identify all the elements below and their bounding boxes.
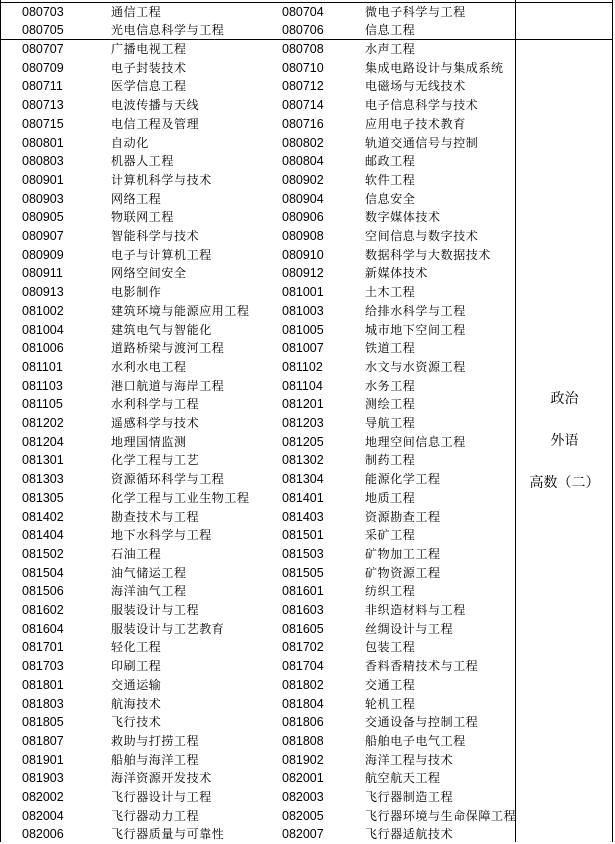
major-code: 081006 — [22, 341, 64, 356]
major-name: 集成电路设计与集成系统 — [365, 60, 504, 75]
major-name: 资源勘查工程 — [365, 509, 441, 524]
major-name: 飞行器动力工程 — [111, 808, 200, 823]
table-row — [0, 40, 515, 59]
major-code: 080705 — [22, 23, 64, 37]
major-name: 铁道工程 — [365, 341, 416, 356]
major-code: 080913 — [22, 285, 64, 300]
major-name: 轻化工程 — [111, 640, 162, 655]
table-row — [0, 246, 515, 265]
major-code: 081304 — [282, 472, 324, 487]
major-name: 道路桥梁与渡河工程 — [111, 341, 225, 356]
major-name: 水务工程 — [365, 378, 416, 393]
major-code: 081603 — [282, 603, 324, 617]
major-name: 轮机工程 — [365, 696, 416, 711]
major-name: 地理国情监测 — [111, 434, 187, 449]
major-name: 电信工程及管理 — [111, 116, 200, 131]
major-name: 服装设计与工艺教育 — [111, 621, 225, 636]
major-name: 丝绸设计与工程 — [365, 621, 454, 636]
table-row — [0, 377, 515, 396]
major-code: 081007 — [282, 341, 324, 356]
table-row — [0, 582, 515, 601]
major-code: 080804 — [282, 154, 324, 169]
major-code: 080703 — [22, 5, 64, 19]
major-code: 081404 — [22, 528, 64, 543]
major-code: 081807 — [22, 733, 64, 748]
major-name: 交通运输 — [111, 677, 162, 692]
table-row — [0, 657, 515, 676]
table-row — [0, 283, 515, 302]
major-name: 水声工程 — [365, 42, 416, 56]
table-row — [0, 695, 515, 714]
major-name: 交通设备与控制工程 — [365, 715, 479, 730]
table-row — [0, 638, 515, 657]
major-code: 080802 — [282, 135, 324, 150]
major-code: 081703 — [22, 659, 64, 674]
table-row — [0, 395, 515, 414]
major-name: 印刷工程 — [111, 659, 162, 674]
major-name: 通信工程 — [111, 5, 162, 19]
major-code: 082002 — [22, 790, 64, 804]
major-name: 飞行技术 — [111, 715, 162, 730]
major-name: 城市地下空间工程 — [365, 322, 466, 337]
table-row — [0, 321, 515, 340]
major-code: 080904 — [282, 191, 324, 206]
table-row — [0, 227, 515, 246]
major-code: 081806 — [282, 715, 324, 730]
table-row — [0, 676, 515, 695]
major-name: 信息工程 — [365, 23, 416, 37]
major-code: 080910 — [282, 247, 324, 262]
major-name: 电子封装技术 — [111, 60, 187, 75]
major-code: 081503 — [282, 546, 324, 561]
major-code: 080712 — [282, 79, 324, 94]
major-name: 包装工程 — [365, 640, 416, 655]
major-code: 081004 — [22, 322, 64, 337]
table-row — [0, 3, 515, 22]
major-name: 石油工程 — [111, 546, 162, 561]
major-code: 081805 — [22, 715, 64, 730]
table-row — [0, 751, 515, 770]
table-row — [0, 526, 515, 545]
major-code: 080709 — [22, 60, 64, 75]
major-name: 船舶电子电气工程 — [365, 733, 466, 748]
table-row — [0, 115, 515, 134]
table-row — [0, 713, 515, 732]
major-code: 082004 — [22, 808, 64, 823]
major-code: 081302 — [282, 453, 324, 468]
table-row — [0, 302, 515, 321]
major-name: 自动化 — [111, 135, 149, 150]
major-name: 给排水科学与工程 — [365, 303, 466, 318]
major-code: 081005 — [282, 322, 324, 337]
major-code: 081901 — [22, 752, 64, 767]
major-name: 交通工程 — [365, 677, 416, 692]
major-name: 电子信息科学与技术 — [365, 98, 479, 113]
table-row — [0, 59, 515, 78]
table-row — [0, 807, 515, 826]
major-name: 救助与打捞工程 — [111, 733, 200, 748]
major-code: 081305 — [22, 490, 64, 505]
table-row — [0, 77, 515, 96]
major-code: 080713 — [22, 98, 64, 113]
major-code: 082007 — [282, 827, 324, 842]
major-code: 081601 — [282, 584, 324, 599]
major-code: 082006 — [22, 827, 64, 842]
major-name: 邮政工程 — [365, 154, 416, 169]
major-code: 080912 — [282, 266, 324, 281]
major-code: 081701 — [22, 640, 64, 655]
major-name: 飞行器制造工程 — [365, 790, 454, 804]
major-code: 082003 — [282, 790, 324, 804]
major-name: 建筑环境与能源应用工程 — [111, 303, 250, 318]
major-code: 081808 — [282, 733, 324, 748]
major-code: 081002 — [22, 303, 64, 318]
major-code: 081506 — [22, 584, 64, 599]
major-code: 081704 — [282, 659, 324, 674]
major-code: 081303 — [22, 472, 64, 487]
major-code: 080909 — [22, 247, 64, 262]
major-code: 080902 — [282, 172, 324, 187]
table-row — [0, 358, 515, 377]
major-name: 采矿工程 — [365, 528, 416, 543]
major-name: 计算机科学与技术 — [111, 172, 212, 187]
table-row — [0, 489, 515, 508]
major-name: 空间信息与数字技术 — [365, 229, 479, 243]
major-name: 网络工程 — [111, 191, 162, 206]
major-name: 土木工程 — [365, 285, 416, 300]
major-code: 081203 — [282, 416, 324, 430]
major-code: 080901 — [22, 172, 64, 187]
major-name: 广播电视工程 — [111, 42, 187, 56]
major-name: 香料香精技术与工程 — [365, 659, 479, 674]
major-code: 081801 — [22, 677, 64, 692]
major-code: 080911 — [22, 266, 63, 281]
major-code: 080903 — [22, 191, 64, 206]
table-row — [0, 564, 515, 583]
major-code: 081802 — [282, 677, 324, 692]
major-code: 081602 — [22, 603, 64, 617]
major-code: 081204 — [22, 434, 64, 449]
major-name: 微电子科学与工程 — [365, 5, 466, 19]
major-code: 081301 — [22, 453, 64, 468]
major-code: 080907 — [22, 229, 64, 243]
major-code: 080714 — [282, 98, 324, 113]
major-name: 数据科学与大数据技术 — [365, 247, 492, 262]
major-name: 油气储运工程 — [111, 565, 187, 580]
table-row — [0, 788, 515, 807]
table-row — [0, 825, 515, 844]
major-name: 海洋资源开发技术 — [111, 771, 212, 786]
table-row — [0, 152, 515, 171]
table-row — [0, 620, 515, 639]
major-name: 航海技术 — [111, 696, 162, 711]
major-name: 智能科学与技术 — [111, 229, 200, 243]
major-code: 081903 — [22, 771, 64, 786]
table-row — [0, 264, 515, 283]
major-code: 080704 — [282, 5, 324, 19]
major-code: 080708 — [282, 42, 324, 56]
major-code: 080716 — [282, 116, 324, 131]
major-code: 081403 — [282, 509, 324, 524]
major-name: 信息安全 — [365, 191, 416, 206]
major-code: 081401 — [282, 490, 324, 505]
major-name: 水利水电工程 — [111, 359, 187, 374]
major-name: 能源化学工程 — [365, 472, 441, 487]
table-row — [0, 451, 515, 470]
table-row — [0, 21, 515, 40]
major-code: 081105 — [22, 397, 63, 412]
major-code: 081003 — [282, 303, 324, 318]
major-name: 船舶与海洋工程 — [111, 752, 200, 767]
table-row — [0, 134, 515, 153]
major-name: 建筑电气与智能化 — [111, 322, 212, 337]
table-row — [0, 171, 515, 190]
major-name: 新媒体技术 — [365, 266, 429, 281]
major-code: 081201 — [282, 397, 324, 412]
major-name: 软件工程 — [365, 172, 416, 187]
exam-subject-foreign-language: 外语 — [550, 433, 579, 449]
major-code: 081504 — [22, 565, 64, 580]
major-name: 地质工程 — [365, 490, 416, 505]
major-name: 物联网工程 — [111, 210, 175, 225]
major-code: 081702 — [282, 640, 324, 655]
major-code: 080710 — [282, 60, 324, 75]
table-row — [0, 769, 515, 788]
exam-subjects-cell — [516, 385, 613, 511]
major-name: 非织造材料与工程 — [365, 603, 466, 617]
major-code: 081402 — [22, 509, 64, 524]
major-code: 080906 — [282, 210, 324, 225]
major-code: 081804 — [282, 696, 324, 711]
major-code: 080801 — [22, 135, 64, 150]
major-code: 080711 — [22, 79, 63, 94]
major-name: 电磁场与无线技术 — [365, 79, 466, 94]
major-name: 机器人工程 — [111, 154, 175, 169]
major-name: 导航工程 — [365, 416, 416, 430]
major-name: 纺织工程 — [365, 584, 416, 599]
major-name: 资源循环科学与工程 — [111, 472, 225, 487]
major-name: 飞行器适航技术 — [365, 827, 454, 842]
major-name: 光电信息科学与工程 — [111, 23, 225, 37]
major-code: 080908 — [282, 229, 324, 243]
major-name: 电影制作 — [111, 285, 162, 300]
major-code: 081502 — [22, 546, 64, 561]
major-code: 081104 — [282, 378, 323, 393]
major-code: 081001 — [282, 285, 324, 300]
major-code: 080715 — [22, 116, 64, 131]
major-name: 水文与水资源工程 — [365, 359, 466, 374]
table-row — [0, 208, 515, 227]
major-code: 081101 — [22, 359, 63, 374]
major-name: 化学工程与工艺 — [111, 453, 200, 468]
major-code: 081102 — [282, 359, 323, 374]
major-name: 网络空间安全 — [111, 266, 187, 281]
major-code: 082005 — [282, 808, 324, 823]
major-code: 081803 — [22, 696, 64, 711]
major-code: 081205 — [282, 434, 324, 449]
exam-subject-advanced-math: 高数（二） — [529, 475, 600, 491]
major-code: 081604 — [22, 621, 64, 636]
major-name: 水利科学与工程 — [111, 397, 200, 412]
table-row — [0, 190, 515, 209]
table-row — [0, 470, 515, 489]
major-name: 电子与计算机工程 — [111, 247, 212, 262]
major-name: 电波传播与天线 — [111, 98, 200, 113]
major-code: 082001 — [282, 771, 324, 786]
major-name: 医学信息工程 — [111, 79, 187, 94]
exam-subject-politics: 政治 — [550, 391, 579, 407]
major-code: 080803 — [22, 154, 64, 169]
major-code: 080707 — [22, 42, 64, 56]
major-code: 081505 — [282, 565, 324, 580]
major-name: 测绘工程 — [365, 397, 416, 412]
major-name: 轨道交通信号与控制 — [365, 135, 479, 150]
major-name: 地理空间信息工程 — [365, 434, 466, 449]
major-code: 081902 — [282, 752, 324, 767]
major-name: 应用电子技术教育 — [365, 116, 466, 131]
table-row — [0, 508, 515, 527]
major-name: 服装设计与工程 — [111, 603, 200, 617]
table-row — [0, 339, 515, 358]
major-name: 矿物资源工程 — [365, 565, 441, 580]
major-code: 080706 — [282, 23, 324, 37]
major-code: 081103 — [22, 378, 63, 393]
major-name: 制药工程 — [365, 453, 416, 468]
table-row — [0, 601, 515, 620]
major-name: 海洋油气工程 — [111, 584, 187, 599]
table-row — [0, 732, 515, 751]
table-row — [0, 545, 515, 564]
major-name: 飞行器环境与生命保障工程 — [365, 808, 517, 823]
major-name: 港口航道与海岸工程 — [111, 378, 225, 393]
table-row — [0, 96, 515, 115]
major-name: 地下水科学与工程 — [111, 528, 212, 543]
major-name: 勘查技术与工程 — [111, 509, 200, 524]
major-code: 081501 — [282, 528, 324, 543]
major-name: 海洋工程与技术 — [365, 752, 454, 767]
major-name: 数字媒体技术 — [365, 210, 441, 225]
table-row — [0, 433, 515, 452]
major-code: 080905 — [22, 210, 64, 225]
major-name: 矿物加工工程 — [365, 546, 441, 561]
major-code: 081202 — [22, 416, 64, 430]
major-name: 飞行器质量与可靠性 — [111, 827, 225, 842]
major-name: 飞行器设计与工程 — [111, 790, 212, 804]
major-name: 化学工程与工业生物工程 — [111, 490, 250, 505]
major-name: 遥感科学与技术 — [111, 416, 200, 430]
major-name: 航空航天工程 — [365, 771, 441, 786]
major-code: 081605 — [282, 621, 324, 636]
table-row — [0, 414, 515, 433]
